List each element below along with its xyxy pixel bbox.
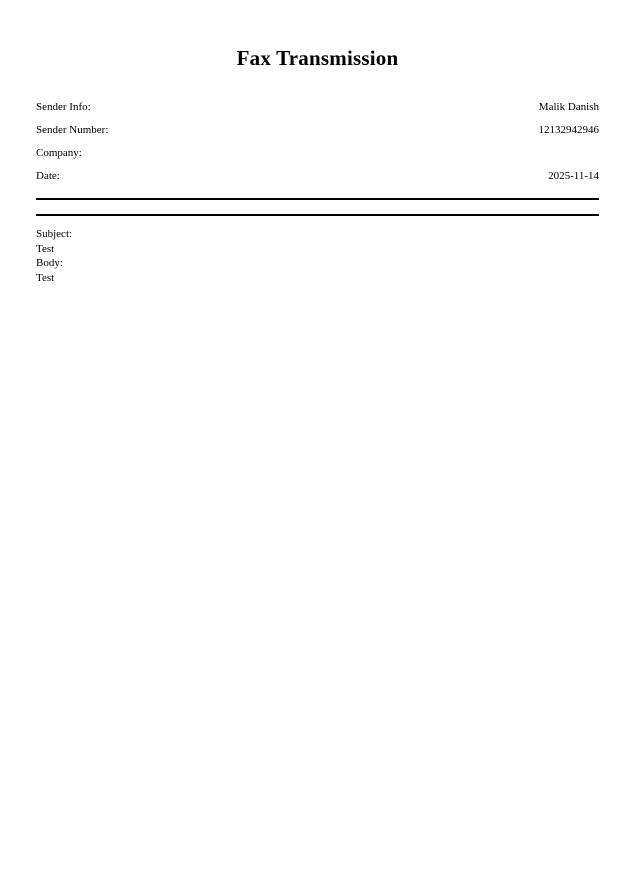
fax-message-body — [36, 227, 599, 285]
field-row-sender-number — [36, 119, 599, 142]
page-title: Fax Transmission — [236, 46, 399, 70]
body-value: Test — [36, 271, 55, 284]
divider-bottom — [36, 214, 599, 216]
field-row-sender-info — [36, 96, 599, 119]
field-row-date — [36, 165, 599, 188]
field-row-company — [36, 142, 599, 165]
sender-info-label: Sender Info: — [36, 101, 91, 113]
sender-number-label: Sender Number: — [36, 124, 109, 136]
company-label: Company: — [36, 147, 82, 159]
subject-label: Subject: — [36, 228, 73, 240]
sender-number-value: 12132942946 — [538, 124, 599, 136]
divider-top — [36, 198, 599, 200]
subject-value: Test — [36, 242, 55, 255]
date-value: 2025-11-14 — [548, 170, 599, 182]
date-label: Date: — [36, 170, 60, 182]
body-label: Body: — [36, 257, 63, 270]
sender-info-value: Malik Danish — [538, 101, 599, 113]
fax-header-fields — [36, 96, 599, 188]
